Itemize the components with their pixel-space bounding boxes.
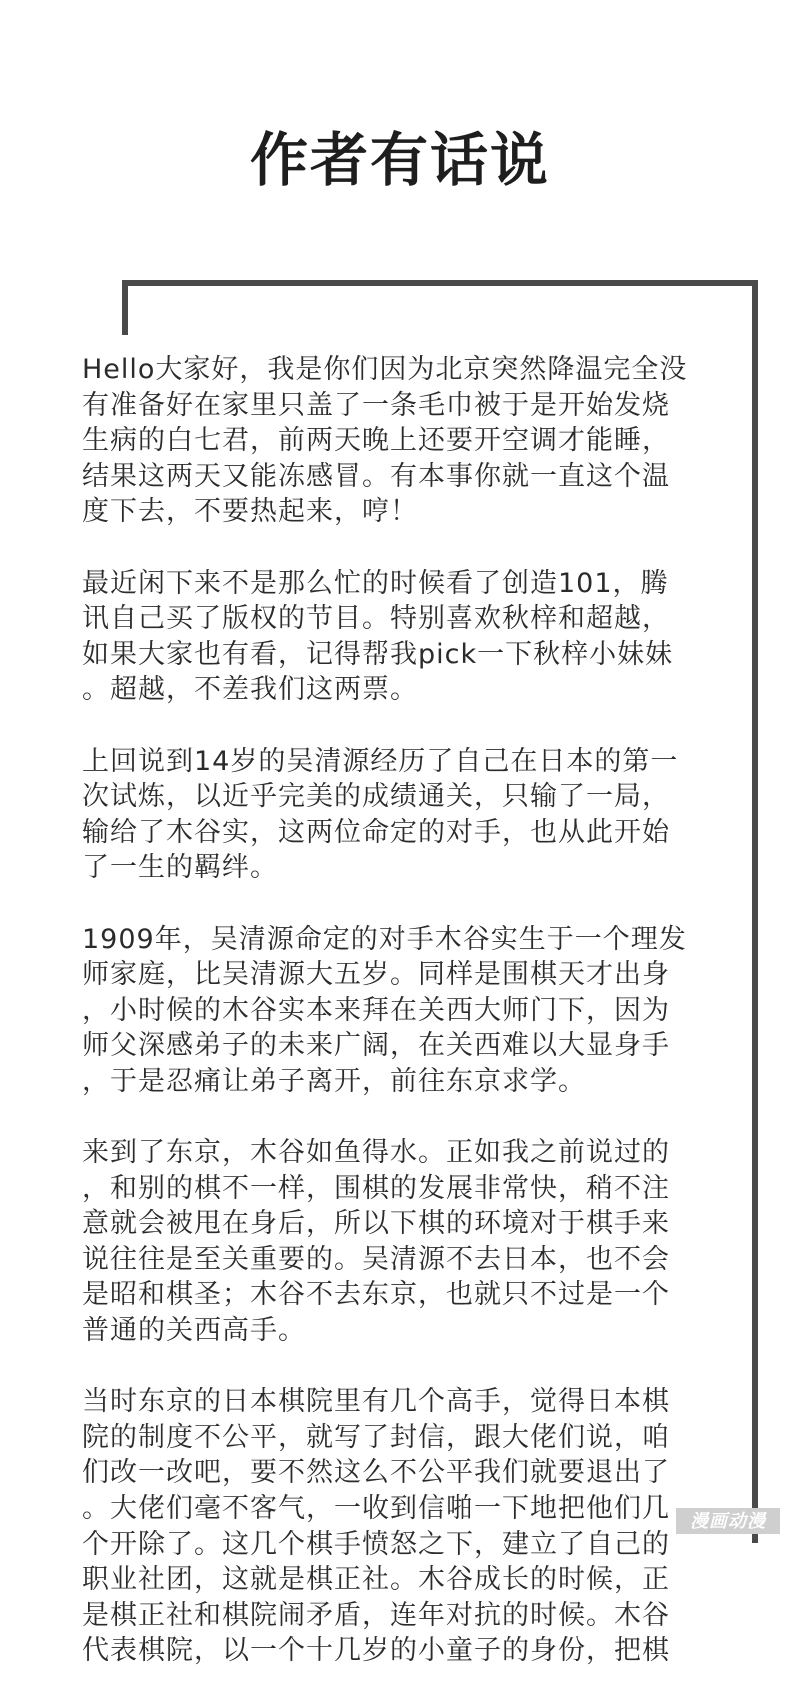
paragraph-3: 上回说到14岁的吴清源经历了自己在日本的第一 次试炼，以近乎完美的成绩通关，只输了一局， 输给了木谷实，这两位命定的对手，也从此开始 了一生的羁绊。: [82, 745, 679, 884]
frame-top-border: [122, 280, 758, 286]
paragraph-4: 1909年，吴清源命定的对手木谷实生于一个理发 师家庭，比吴清源大五岁。同样是围棋天才出身 ，小时候的木谷实本来拜在关西大师门下，因为 师父深感弟子的未来广阔，在关西难以大显身手 ，于是忍痛让弟子离开，前往东京求学。: [82, 923, 687, 1097]
paragraph-2: 最近闲下来不是那么忙的时候看了创造101，腾 讯自己买了版权的节目。特别喜欢秋梓和超越， 如果大家也有看，记得帮我pick一下秋梓小妹妹 。超越，不差我们这两票。: [82, 567, 674, 706]
watermark-logo: 漫画动漫: [676, 1508, 780, 1534]
paragraph-5: 来到了东京，木谷如鱼得水。正如我之前说过的 ，和别的棋不一样，围棋的发展非常快，稍不注 意就会被甩在身后，所以下棋的环境对于棋手来 说往往是至关重要的。吴清源不去日本，也不会 是昭和棋圣；木谷不去东京，也就只不过是一个 普通的关西高手。: [82, 1137, 670, 1347]
frame-right-border: [752, 280, 758, 1543]
article-body: [82, 352, 742, 1705]
paragraph-6: 当时东京的日本棋院里有几个高手，觉得日本棋 院的制度不公平，就写了封信，跟大佬们说，咱 们改一改吧，要不然这么不公平我们就要退出了 。大佬们毫不客气，一收到信啪一下地把他们几 个开除了。这几个棋手愤怒之下，建立了自己的 职业社团，这就是棋正社。木谷成长的时候，正 是棋正社和棋院闹矛盾，连年对抗的时候。木谷 代表棋院，以一个十几岁的小童子的身份，把棋: [82, 1386, 670, 1667]
frame-left-border: [122, 280, 128, 335]
page-title: 作者有话说: [249, 126, 550, 194]
paragraph-1: Hello大家好，我是你们因为北京突然降温完全没 有准备好在家里只盖了一条毛巾被于是开始发烧 生病的白七君，前两天晚上还要开空调才能睡， 结果这两天又能冻感冒。有本事你就一直这个温 度下去，不要热起来，哼！: [82, 354, 688, 528]
